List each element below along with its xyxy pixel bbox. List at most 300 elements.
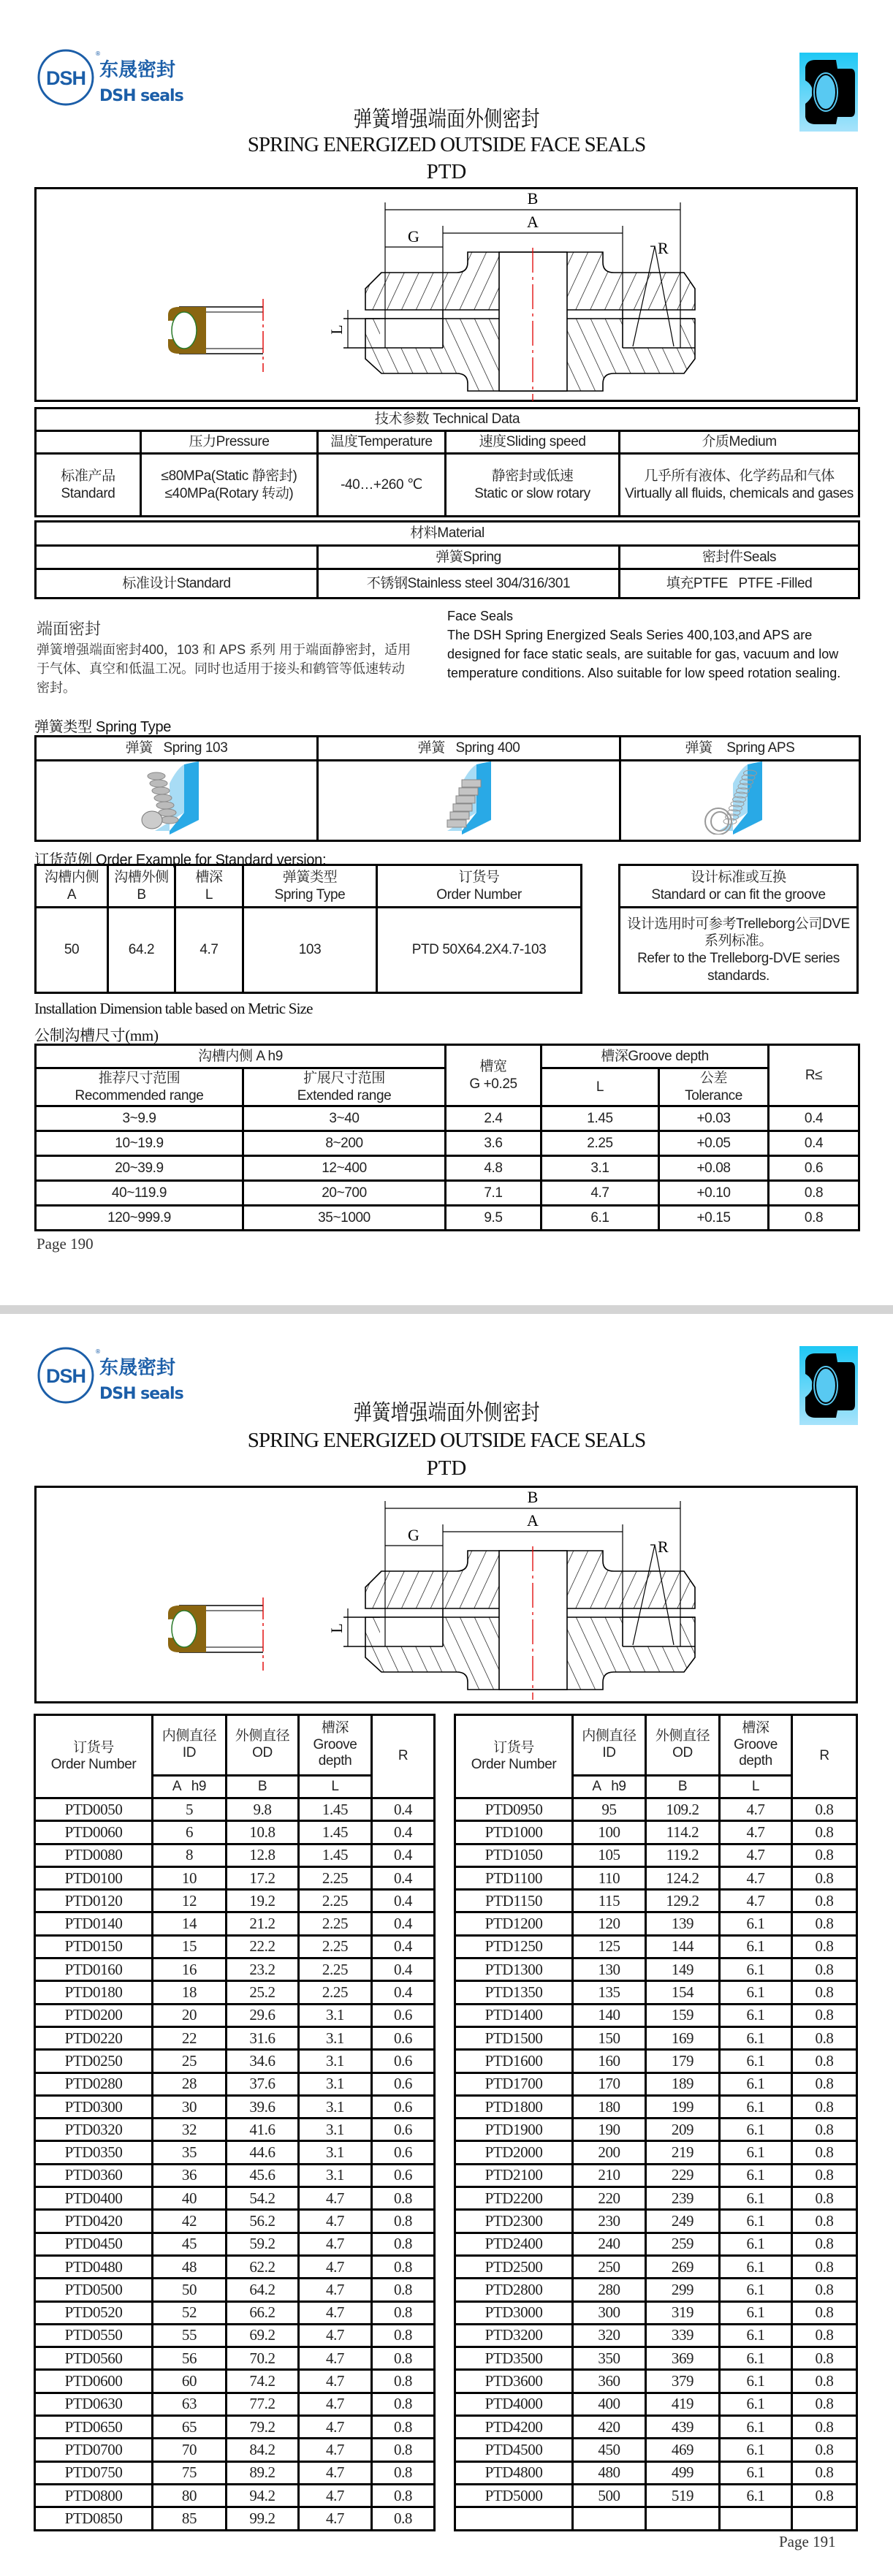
order-cell: 0.8 <box>372 2439 435 2461</box>
order-cell: 154 <box>646 1981 720 2004</box>
order-cell: PTD0140 <box>35 1912 153 1935</box>
order-cell: 0.8 <box>792 2164 857 2186</box>
order-cell: 6.1 <box>720 2393 792 2415</box>
medium-cn: 几乎所有液体、化学药品和气体 <box>644 468 835 484</box>
order-cell: 6.1 <box>720 1912 792 1935</box>
order-cell: 419 <box>646 2393 720 2415</box>
order-row <box>455 2095 857 2118</box>
page-separator <box>0 1305 893 1314</box>
installation-cell: 20~39.9 <box>36 1156 243 1181</box>
order-cell: 44.6 <box>227 2141 299 2164</box>
order-row <box>455 1890 857 1912</box>
order-cell: 0.8 <box>792 2119 857 2141</box>
order-cell: 3.1 <box>299 2095 372 2118</box>
spring-aps-image <box>620 761 860 841</box>
order-cell: 6.1 <box>720 2119 792 2141</box>
order-cell: 94.2 <box>227 2484 299 2507</box>
order-cell: 100 <box>573 1821 646 1844</box>
description-cn <box>37 620 417 697</box>
order-cell: 229 <box>646 2164 720 2186</box>
medium-en: Virtually all fluids, chemicals and gases <box>625 485 854 501</box>
order-cell: PTD0750 <box>35 2461 153 2484</box>
order-cell: PTD3500 <box>455 2347 573 2370</box>
order-row <box>35 2004 435 2026</box>
header-cn: 沟槽外侧 <box>114 869 169 885</box>
order-cell: 250 <box>573 2255 646 2278</box>
order-cell: PTD0500 <box>35 2279 153 2301</box>
order-cell: 74.2 <box>227 2370 299 2393</box>
order-cell: 220 <box>573 2187 646 2210</box>
order-cell: PTD4200 <box>455 2416 573 2439</box>
order-cell: 4.7 <box>299 2301 372 2324</box>
order-cell: PTD1500 <box>455 2026 573 2049</box>
page-number-191: Page 191 <box>779 2533 836 2550</box>
order-cell: PTD4500 <box>455 2439 573 2461</box>
installation-table <box>34 1044 860 1231</box>
installation-label-en: Installation Dimension table based on Metric Size <box>34 1000 313 1017</box>
order-cell: 180 <box>573 2095 646 2118</box>
order-cell: PTD1600 <box>455 2050 573 2072</box>
g-cn: 槽宽 <box>479 1058 507 1074</box>
order-cell: 0.8 <box>372 2347 435 2370</box>
g-header <box>446 1045 542 1106</box>
order-cell: 3.1 <box>299 2141 372 2164</box>
standard-en: Standard <box>61 485 115 501</box>
order-cell: 0.8 <box>792 2279 857 2301</box>
order-cell: PTD1100 <box>455 1866 573 1889</box>
example-header-1 <box>108 865 175 908</box>
order-cell: PTD0080 <box>35 1844 153 1866</box>
order-cell: 2.25 <box>299 1912 372 1935</box>
order-cell: 480 <box>573 2461 646 2484</box>
spring-400-image <box>318 761 620 841</box>
order-row <box>455 2004 857 2026</box>
order-cell: 4.7 <box>720 1866 792 1889</box>
order-cell: 6.1 <box>720 1935 792 1958</box>
description-en <box>447 607 856 683</box>
spring-103-illustration <box>126 761 228 835</box>
groove-diagram <box>34 187 858 402</box>
svg-text:®: ® <box>95 50 101 57</box>
order-cell: 0.8 <box>792 1821 857 1844</box>
order-cell: 29.6 <box>227 2004 299 2026</box>
order-row <box>455 2279 857 2301</box>
order-row <box>455 2119 857 2141</box>
order-cell: 129.2 <box>646 1890 720 1912</box>
order-cell: PTD2300 <box>455 2210 573 2233</box>
order-cell: 209 <box>646 2119 720 2141</box>
order-cell: 45 <box>153 2233 227 2255</box>
order-row <box>35 2255 435 2278</box>
order-cell: 280 <box>573 2279 646 2301</box>
order-cell: 6.1 <box>720 2026 792 2049</box>
order-row <box>35 2050 435 2072</box>
installation-cell: 3~40 <box>243 1106 446 1131</box>
order-cell: 199 <box>646 2095 720 2118</box>
order-cell: PTD0050 <box>35 1798 153 1821</box>
example-spring-type: 103 <box>243 908 377 993</box>
order-cell: 160 <box>573 2050 646 2072</box>
order-cell: 0.8 <box>372 2301 435 2324</box>
order-row <box>455 2164 857 2186</box>
order-cell: 17.2 <box>227 1866 299 1889</box>
order-cell: 114.2 <box>646 1821 720 1844</box>
order-row <box>35 2416 435 2439</box>
order-cell: 39.6 <box>227 2095 299 2118</box>
rec-en: Recommended range <box>75 1087 204 1103</box>
dim-r-label: R <box>658 239 669 257</box>
order-cell: 4.7 <box>720 1798 792 1821</box>
order-cell: PTD0300 <box>35 2095 153 2118</box>
installation-row <box>36 1106 859 1131</box>
order-cell: 84.2 <box>227 2439 299 2461</box>
order-cell: 0.4 <box>372 1935 435 1958</box>
header-en: Groove <box>313 1736 357 1752</box>
order-cell: PTD0160 <box>35 1958 153 1981</box>
tech-temperature: -40…+260 ℃ <box>318 454 446 517</box>
header-en: OD <box>672 1745 693 1760</box>
order-cell: 6.1 <box>720 2095 792 2118</box>
pressure-static: ≤80MPa(Static 静密封) <box>161 468 297 484</box>
order-cell: 240 <box>573 2233 646 2255</box>
material-header-blank <box>36 546 318 569</box>
header-en: B <box>137 886 146 903</box>
order-row <box>35 2484 435 2507</box>
order-cell: 4.7 <box>299 2393 372 2415</box>
order-cell: 0.6 <box>372 2164 435 2186</box>
order-cell <box>720 2507 792 2530</box>
order-cell: 35 <box>153 2141 227 2164</box>
spring-aps-illustration <box>689 761 791 835</box>
order-cell: PTD0480 <box>35 2255 153 2278</box>
order-cell: PTD1200 <box>455 1912 573 1935</box>
spring-400-illustration <box>418 761 520 835</box>
order-cell: 1.45 <box>299 1821 372 1844</box>
order-cell: 6.1 <box>720 1958 792 1981</box>
order-cell: PTD0200 <box>35 2004 153 2026</box>
order-cell: 0.4 <box>372 1890 435 1912</box>
order-cell: 124.2 <box>646 1866 720 1889</box>
order-cell: 6.1 <box>720 2324 792 2347</box>
example-header-4 <box>377 865 582 908</box>
order-cell: PTD1050 <box>455 1844 573 1866</box>
order-row <box>35 2072 435 2095</box>
order-cell: 69.2 <box>227 2324 299 2347</box>
order-cell: PTD1150 <box>455 1890 573 1912</box>
order-cell: 0.4 <box>372 1981 435 2004</box>
order-cell: 0.8 <box>792 1866 857 1889</box>
order-cell: 0.8 <box>792 1958 857 1981</box>
order-row <box>35 1981 435 2004</box>
product-code: PTD <box>426 160 467 183</box>
description-en-heading: Face Seals <box>447 609 514 623</box>
order-cell: 6.1 <box>720 1981 792 2004</box>
order-cell: PTD0520 <box>35 2301 153 2324</box>
id-header <box>573 1715 646 1776</box>
order-cell: 4.7 <box>720 1821 792 1844</box>
installation-cell: 8~200 <box>243 1131 446 1156</box>
order-cell: 0.8 <box>792 2233 857 2255</box>
order-row <box>35 2301 435 2324</box>
order-cell: 4.7 <box>299 2347 372 2370</box>
order-cell: 0.8 <box>792 2439 857 2461</box>
order-cell: 4.7 <box>720 1844 792 1866</box>
logo-mark: DSH <box>45 1365 86 1387</box>
description-cn-heading: 端面密封 <box>37 620 102 638</box>
order-cell: 369 <box>646 2347 720 2370</box>
order-cell: 62.2 <box>227 2255 299 2278</box>
header-cn: 沟槽内侧 <box>44 869 99 885</box>
header-en: Spring Type <box>274 886 346 903</box>
order-cell: 0.6 <box>372 2050 435 2072</box>
order-row <box>455 2484 857 2507</box>
order-cell: 66.2 <box>227 2301 299 2324</box>
order-cell: 45.6 <box>227 2164 299 2186</box>
order-cell: PTD1250 <box>455 1935 573 1958</box>
order-cell: 10.8 <box>227 1821 299 1844</box>
order-cell: PTD0700 <box>35 2439 153 2461</box>
order-cell: 4.7 <box>299 2187 372 2210</box>
standard-cn: 标准产品 <box>61 468 115 484</box>
order-cell: 70.2 <box>227 2347 299 2370</box>
material-standard: 标准设计Standard <box>36 569 318 599</box>
logo-en: DSH seals <box>99 1385 183 1403</box>
logo-en: DSH seals <box>99 87 183 105</box>
order-number-header <box>35 1715 153 1798</box>
order-cell: 31.6 <box>227 2026 299 2049</box>
standard-text-cn: 设计选用时可参考Trelleborg公司DVE系列标准。 <box>627 916 850 949</box>
order-cell: PTD0180 <box>35 1981 153 2004</box>
installation-cell: +0.05 <box>659 1131 769 1156</box>
order-cell: PTD2800 <box>455 2279 573 2301</box>
order-row <box>35 2119 435 2141</box>
order-cell: 0.8 <box>792 2347 857 2370</box>
order-cell: 0.8 <box>372 2370 435 2393</box>
order-cell: 4.7 <box>299 2279 372 2301</box>
order-cell: 4.7 <box>720 1890 792 1912</box>
order-cell: 6.1 <box>720 2004 792 2026</box>
installation-cell: 40~119.9 <box>36 1181 243 1206</box>
order-cell: 0.8 <box>792 2072 857 2095</box>
material-title: 材料Material <box>36 522 859 546</box>
order-cell: 189 <box>646 2072 720 2095</box>
order-row <box>35 1958 435 1981</box>
order-cell: 379 <box>646 2370 720 2393</box>
order-row <box>35 2393 435 2415</box>
installation-cell: 1.45 <box>542 1106 659 1131</box>
order-cell: 22 <box>153 2026 227 2049</box>
order-row <box>455 1981 857 2004</box>
order-cell: 0.8 <box>372 2416 435 2439</box>
installation-cell: 0.8 <box>769 1206 859 1231</box>
order-cell: PTD2000 <box>455 2141 573 2164</box>
installation-cell: 7.1 <box>446 1181 542 1206</box>
order-cell: PTD0550 <box>35 2324 153 2347</box>
order-cell: 8 <box>153 1844 227 1866</box>
g-en: G +0.25 <box>469 1076 517 1092</box>
order-cell: 0.6 <box>372 2004 435 2026</box>
order-cell: 4.7 <box>299 2461 372 2484</box>
standard-text-en: Refer to the Trelleborg-DVE series standards. <box>637 951 840 984</box>
order-cell: 439 <box>646 2416 720 2439</box>
order-cell <box>573 2507 646 2530</box>
order-cell: 0.6 <box>372 2072 435 2095</box>
order-cell: 179 <box>646 2050 720 2072</box>
order-cell: 120 <box>573 1912 646 1935</box>
order-cell: 30 <box>153 2095 227 2118</box>
order-cell: 350 <box>573 2347 646 2370</box>
order-cell: 4.7 <box>299 2416 372 2439</box>
product-code: PTD <box>426 1456 467 1480</box>
r-header: R≤ <box>769 1045 859 1106</box>
installation-cell: 6.1 <box>542 1206 659 1231</box>
order-cell: 25 <box>153 2050 227 2072</box>
order-cell: 0.4 <box>372 1844 435 1866</box>
spring-type-table <box>34 735 861 842</box>
standard-groove-header <box>620 865 858 908</box>
order-row <box>35 1890 435 1912</box>
sub-header: A h9 <box>573 1776 646 1798</box>
order-cell: 6.1 <box>720 2370 792 2393</box>
order-cell: 0.8 <box>792 2050 857 2072</box>
tech-header-blank <box>36 431 141 454</box>
order-cell: 36 <box>153 2164 227 2186</box>
order-cell: 60 <box>153 2370 227 2393</box>
installation-row <box>36 1181 859 1206</box>
example-b: 64.2 <box>108 908 175 993</box>
page-number-190: Page 190 <box>37 1235 94 1253</box>
order-cell: PTD2100 <box>455 2164 573 2186</box>
order-cell: 4.7 <box>299 2324 372 2347</box>
order-number-header <box>455 1715 573 1798</box>
dsh-logo <box>37 48 212 107</box>
order-cell: 0.8 <box>792 2370 857 2393</box>
order-cell: PTD0950 <box>455 1798 573 1821</box>
order-cell: 6.1 <box>720 2255 792 2278</box>
header-en: Groove <box>734 1736 778 1752</box>
tech-header-temperature: 温度Temperature <box>318 431 446 454</box>
order-cell: 6.1 <box>720 2347 792 2370</box>
installation-cell: 2.25 <box>542 1131 659 1156</box>
order-cell: 0.8 <box>792 2324 857 2347</box>
order-cell: PTD0120 <box>35 1890 153 1912</box>
rec-header <box>36 1068 243 1106</box>
order-row <box>35 2164 435 2186</box>
header-cn: 内侧直径 <box>582 1728 636 1744</box>
order-cell: PTD0220 <box>35 2026 153 2049</box>
order-cell: PTD2400 <box>455 2233 573 2255</box>
order-cell: 339 <box>646 2324 720 2347</box>
tol-en: Tolerance <box>685 1087 742 1103</box>
header-en: Order Number <box>471 1756 557 1772</box>
installation-cell: 3.1 <box>542 1156 659 1181</box>
order-cell: 259 <box>646 2233 720 2255</box>
order-row <box>35 2141 435 2164</box>
order-cell: 52 <box>153 2301 227 2324</box>
spring-aps-label: 弹簧 Spring APS <box>620 737 860 761</box>
depth-header <box>720 1715 792 1776</box>
order-cell: 500 <box>573 2484 646 2507</box>
dim-l-label: L <box>327 1623 346 1633</box>
order-cell: 130 <box>573 1958 646 1981</box>
order-cell: 77.2 <box>227 2393 299 2415</box>
order-row <box>455 2210 857 2233</box>
order-cell: 159 <box>646 2004 720 2026</box>
order-row <box>455 2461 857 2484</box>
order-row <box>35 2507 435 2530</box>
sub-header: L <box>299 1776 372 1798</box>
page-title-cn: 弹簧增强端面外侧密封 <box>353 1401 540 1425</box>
order-cell: 0.8 <box>792 2393 857 2415</box>
technical-data-table <box>34 407 860 517</box>
order-cell: 300 <box>573 2301 646 2324</box>
installation-cell: 3~9.9 <box>36 1106 243 1131</box>
header-en: depth <box>318 1753 352 1769</box>
logo-cn: 东晟密封 <box>99 59 176 81</box>
order-cell: 6.1 <box>720 2072 792 2095</box>
tech-speed <box>446 454 620 517</box>
header-cn: 槽深 <box>742 1720 770 1736</box>
order-row <box>455 2050 857 2072</box>
standard-header-cn: 设计标准或互换 <box>691 869 786 885</box>
order-cell: 0.8 <box>372 2187 435 2210</box>
order-cell: 6.1 <box>720 2187 792 2210</box>
order-cell: 5 <box>153 1798 227 1821</box>
order-cell: 6.1 <box>720 2301 792 2324</box>
header-en: ID <box>602 1745 616 1760</box>
flange-drawing <box>343 252 695 391</box>
installation-cell: +0.08 <box>659 1156 769 1181</box>
order-cell <box>455 2507 573 2530</box>
order-cell: 0.8 <box>792 1890 857 1912</box>
order-cell: 139 <box>646 1912 720 1935</box>
order-cell: PTD0630 <box>35 2393 153 2415</box>
order-cell: 9.8 <box>227 1798 299 1821</box>
tech-medium <box>620 454 859 517</box>
order-cell: 4.7 <box>299 2370 372 2393</box>
order-cell: 0.8 <box>372 2279 435 2301</box>
header-en: Order Number <box>436 886 522 903</box>
example-l: 4.7 <box>175 908 243 993</box>
header-en: ID <box>182 1745 197 1760</box>
order-cell: PTD0250 <box>35 2050 153 2072</box>
standard-header-en: Standard or can fit the groove <box>651 886 826 903</box>
order-cell: 144 <box>646 1935 720 1958</box>
order-cell: 64.2 <box>227 2279 299 2301</box>
installation-row <box>36 1156 859 1181</box>
order-cell: PTD0150 <box>35 1935 153 1958</box>
order-cell: 109.2 <box>646 1798 720 1821</box>
order-cell: 48 <box>153 2255 227 2278</box>
order-cell <box>646 2507 720 2530</box>
order-cell: PTD0320 <box>35 2119 153 2141</box>
order-cell: 0.4 <box>372 1912 435 1935</box>
material-table <box>34 520 860 599</box>
order-cell: 12.8 <box>227 1844 299 1866</box>
tol-cn: 公差 <box>699 1070 728 1086</box>
order-cell: 0.8 <box>792 1798 857 1821</box>
standard-groove-table <box>618 864 859 994</box>
order-cell: 2.25 <box>299 1890 372 1912</box>
order-cell: 79.2 <box>227 2416 299 2439</box>
order-cell: 125 <box>573 1935 646 1958</box>
order-cell: 190 <box>573 2119 646 2141</box>
order-example-label: 订货范例 Order Example for Standard version: <box>34 852 327 868</box>
order-cell: 56.2 <box>227 2210 299 2233</box>
order-cell: 149 <box>646 1958 720 1981</box>
installation-cell: +0.03 <box>659 1106 769 1131</box>
order-row <box>455 2347 857 2370</box>
